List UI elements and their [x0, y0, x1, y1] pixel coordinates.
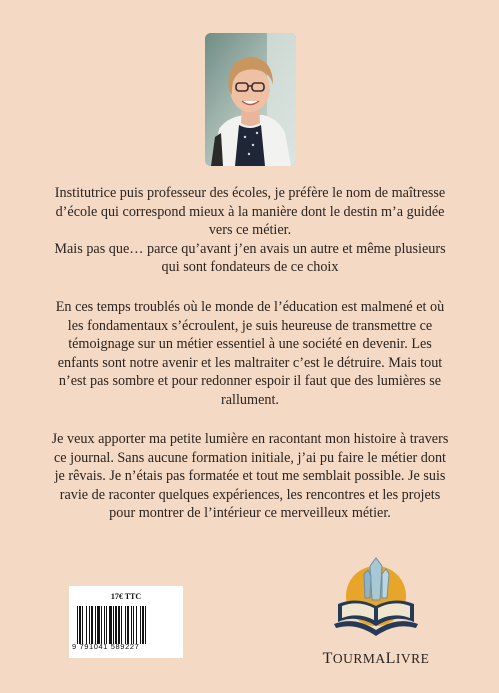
intent-line: ravie de raconter quelques expériences, les rencontres et les projets: [59, 486, 441, 503]
context-line: rallument.: [221, 391, 279, 408]
context-paragraph: [33, 298, 467, 410]
barcode-panel: [69, 586, 183, 658]
intent-line: pour montrer de l’intérieur ce merveilleux métier.: [109, 505, 391, 522]
bio-line: Institutrice puis professeur des écoles, je préfère le nom de maîtresse: [54, 185, 446, 201]
intent-line: je rêvais. Je n’étais pas formatée et tout me semblait possible. Je suis: [54, 468, 446, 485]
intent-line: ce journal. Sans aucune formation initiale, j’ai pu faire le métier dont: [54, 449, 446, 466]
price-label: 17€ TTC: [110, 592, 142, 601]
author-photo: [205, 33, 296, 166]
intent-line: Je veux apporter ma petite lumière en racontant mon histoire à travers: [51, 431, 449, 447]
bio-line: Mais pas que… parce qu’avant j’en avais un autre et même plusieurs: [54, 240, 446, 257]
barcode-bars: [77, 606, 175, 644]
barcode-digits: 9 791041 589227: [72, 642, 140, 651]
context-line: les fondamentaux s’écroulent, je suis heureuse de transmettre ce: [67, 317, 433, 334]
publisher-logo-icon: [330, 552, 422, 648]
bio-paragraph: [33, 184, 467, 277]
context-line: En ces temps troublés où le monde de l’éducation est malmené et où: [55, 299, 445, 315]
intent-paragraph: [33, 430, 467, 523]
context-line: enfants sont notre avenir et les maltraiter c’est le détruire. Mais tout: [57, 354, 443, 371]
bio-line: qui sont fondateurs de ce choix: [161, 259, 339, 276]
bio-line: d’école qui correspond mieux à la manière dont le destin m’a guidée: [55, 203, 445, 220]
context-line: témoignage sur un métier essentiel à une société en devenir. Les: [68, 336, 432, 353]
bio-line: vers ce métier.: [208, 222, 292, 239]
publisher-name: TOURMALIVRE: [322, 650, 430, 667]
context-line: n’est pas sombre et pour redonner espoir il faut que des lumières se: [58, 373, 442, 390]
